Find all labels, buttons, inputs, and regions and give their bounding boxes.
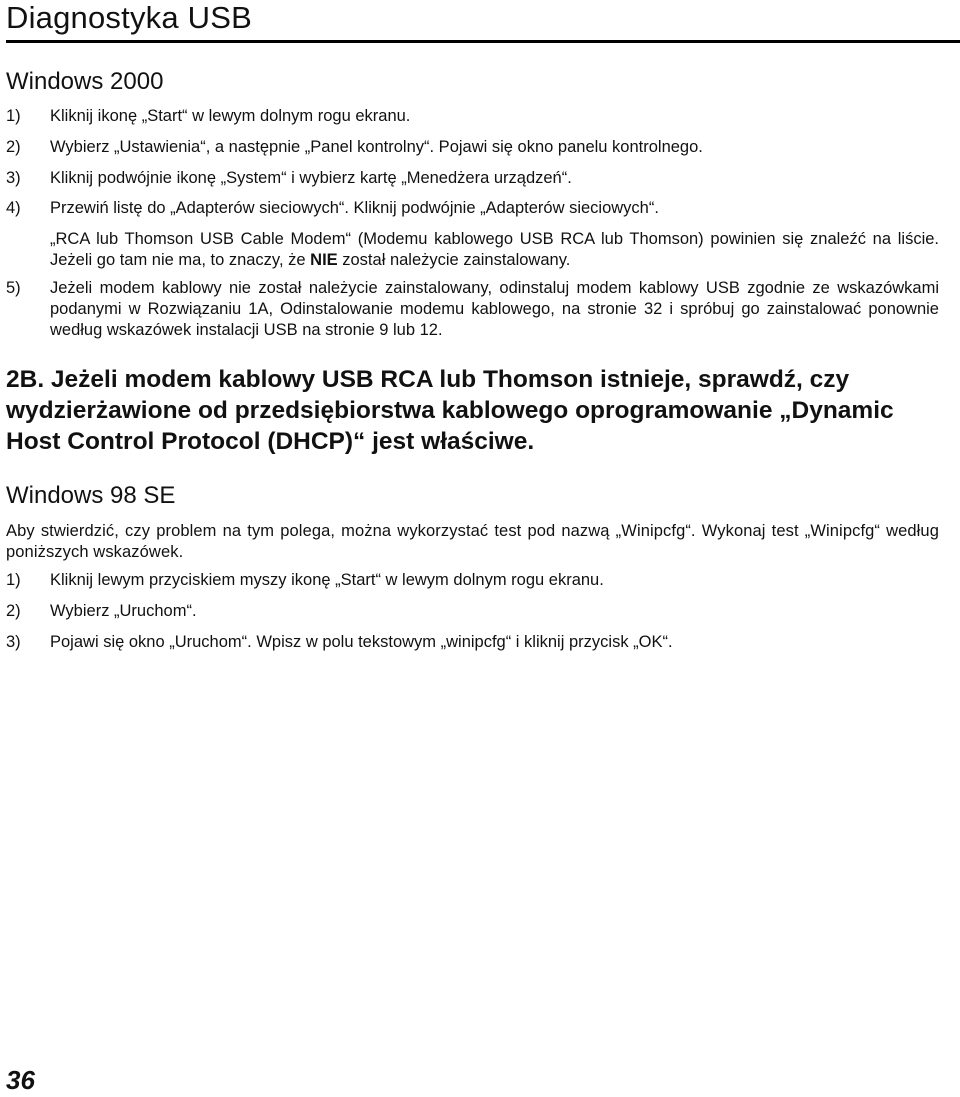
step-number: 2) <box>6 602 21 620</box>
note-emphasis: NIE <box>310 251 338 269</box>
step-number: 4) <box>6 199 21 217</box>
step-text: Kliknij lewym przyciskiem myszy ikonę „Start“ w lewym dolnym rogu ekranu. <box>50 571 604 589</box>
page-number: 36 <box>6 1065 35 1095</box>
section-heading-windows-2000: Windows 2000 <box>6 68 164 95</box>
step-number: 5) <box>6 279 21 297</box>
note-text: „RCA lub Thomson USB Cable Modem“ (Modemu kablowego USB RCA lub Thomson) powinien się znaleźć na liście. Jeżeli go tam nie ma, to znaczy, że <box>50 230 939 269</box>
list-item <box>6 168 939 189</box>
step-text: Przewiń listę do „Adapterów sieciowych“. Kliknij podwójnie „Adapterów sieciowych“. <box>50 199 659 217</box>
title-divider <box>6 40 960 43</box>
step-number: 1) <box>6 107 21 125</box>
note-text-end: został należycie zainstalowany. <box>337 251 571 269</box>
step-number: 3) <box>6 633 21 651</box>
list-item <box>6 137 939 158</box>
winipcfg-intro: Aby stwierdzić, czy problem na tym polega, można wykorzystać test pod nazwą „Winipcfg“. Wykonaj test „Winipcfg“ według poniższych wskazówek. <box>6 522 939 561</box>
device-list-note <box>6 229 939 271</box>
step-text: Kliknij podwójnie ikonę „System“ i wybierz kartę „Menedżera urządzeń“. <box>50 169 572 187</box>
step-text: Kliknij ikonę „Start“ w lewym dolnym rogu ekranu. <box>50 107 411 125</box>
page-title: Diagnostyka USB <box>6 0 252 35</box>
section-heading-windows-98-se: Windows 98 SE <box>6 482 176 509</box>
step-text: Wybierz „Ustawienia“, a następnie „Panel kontrolny“. Pojawi się okno panelu kontrolnego. <box>50 138 703 156</box>
step-text: Pojawi się okno „Uruchom“. Wpisz w polu tekstowym „winipcfg“ i kliknij przycisk „OK“. <box>50 633 673 651</box>
list-item <box>6 198 939 219</box>
list-item <box>6 570 939 591</box>
step-number: 2) <box>6 138 21 156</box>
step-text: Wybierz „Uruchom“. <box>50 602 197 620</box>
step-number: 3) <box>6 169 21 187</box>
list-item <box>6 106 939 127</box>
list-item <box>6 632 939 653</box>
step-text: Jeżeli modem kablowy nie został należycie zainstalowany, odinstaluj modem kablowy USB zgodnie ze wskazówkami podanymi w Rozwiązaniu 1A, Odinstalowanie modemu kablowego, na stronie 32 i spróbuj go zainstalować ponownie według wskazówek instalacji USB na stronie 9 lub 12. <box>50 279 939 339</box>
step-number: 1) <box>6 571 21 589</box>
dhcp-check-callout: 2B. Jeżeli modem kablowy USB RCA lub Thomson istnieje, sprawdź, czy wydzierżawione od przedsiębiorstwa kablowego oprogramowanie „Dynamic Host Control Protocol (DHCP)“ jest właściwe. <box>6 366 894 455</box>
list-item <box>6 601 939 622</box>
list-item <box>6 278 939 341</box>
